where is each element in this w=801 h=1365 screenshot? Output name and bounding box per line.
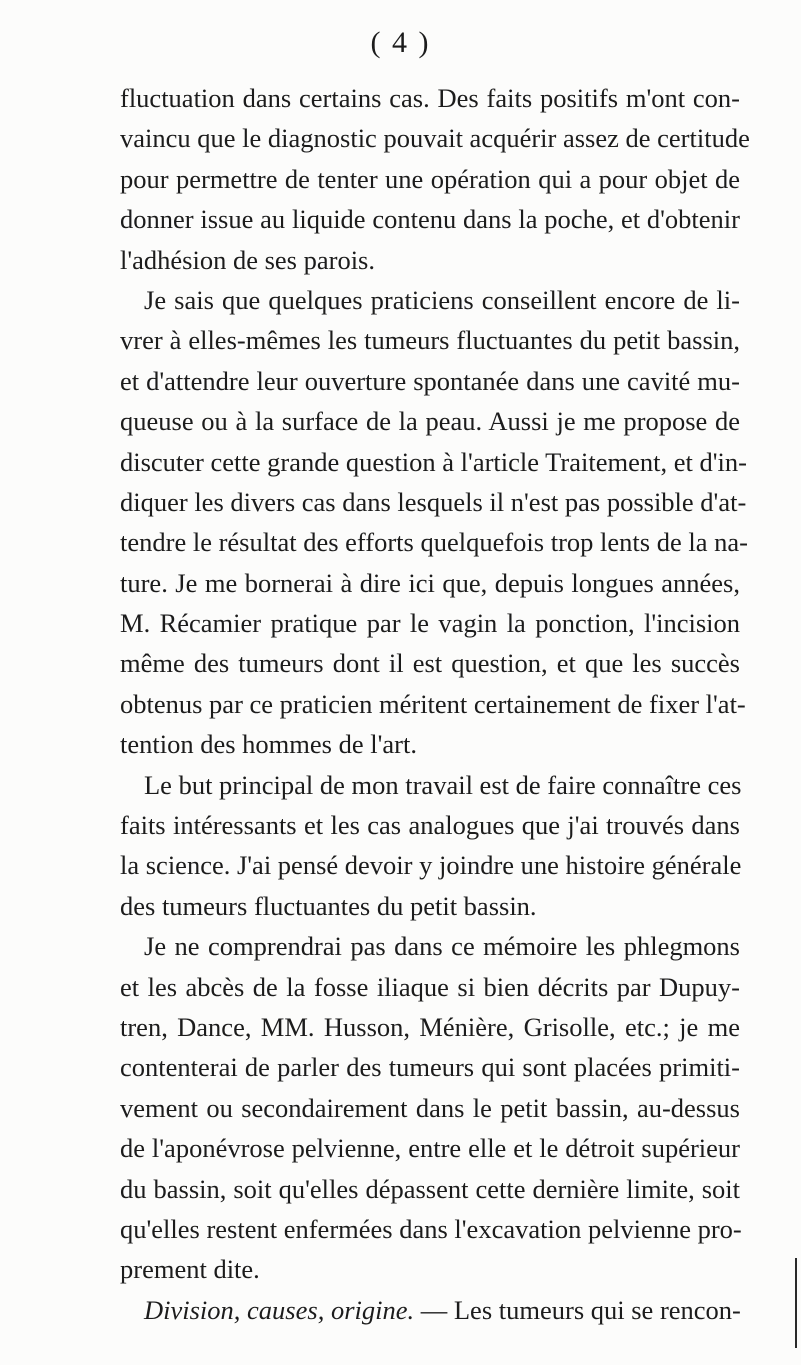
- body-text: [120, 78, 750, 1330]
- text-line: tention des hommes de l'art.: [120, 729, 417, 760]
- page-edge-mark: [795, 1258, 797, 1348]
- text-line: même des tumeurs dont il est question, et que les succès: [120, 648, 740, 679]
- text-line: des tumeurs fluctuantes du petit bassin.: [120, 890, 537, 921]
- text-line: Le but principal de mon travail est de faire connaître ces: [144, 769, 742, 800]
- text-line: qu'elles restent enfermées dans l'excavation pelvienne pro-: [120, 1213, 742, 1244]
- text-line: ture. Je me bornerai à dire ici que, depuis longues années,: [120, 567, 740, 598]
- text-line: donner issue au liquide contenu dans la poche, et d'obtenir: [120, 204, 740, 235]
- text-line: obtenus par ce praticien méritent certainement de fixer l'at-: [120, 688, 746, 719]
- section-text: — Les tumeurs qui se rencon-: [414, 1294, 741, 1325]
- text-line: et d'attendre leur ouverture spontanée dans une cavité mu-: [120, 365, 740, 396]
- text-line: tendre le résultat des efforts quelquefois trop lents de la na-: [120, 527, 748, 558]
- text-line: fluctuation dans certains cas. Des faits positifs m'ont con-: [120, 83, 740, 113]
- text-line: faits intéressants et les cas analogues que j'ai trouvés dans: [120, 810, 740, 841]
- text-line: tren, Dance, MM. Husson, Ménière, Grisolle, etc.; je me: [120, 1011, 740, 1042]
- section-heading-line: [120, 1290, 740, 1330]
- text-line: l'adhésion de ses parois.: [120, 244, 375, 275]
- page-number: ( 4 ): [370, 26, 431, 59]
- text-line: Je sais que quelques praticiens conseillent encore de li-: [144, 284, 740, 315]
- text-line: pour permettre de tenter une opération qui a pour objet de: [120, 163, 740, 194]
- text-line: M. Récamier pratique par le vagin la ponction, l'incision: [120, 608, 740, 639]
- text-line: la science. J'ai pensé devoir y joindre une histoire générale: [120, 850, 742, 881]
- text-line: de l'aponévrose pelvienne, entre elle et le détroit supérieur: [120, 1133, 740, 1164]
- text-line: vaincu que le diagnostic pouvait acquérir assez de certitude: [120, 123, 750, 154]
- text-line: contenterai de parler des tumeurs qui sont placées primiti-: [120, 1052, 740, 1083]
- text-line: vrer à elles-mêmes les tumeurs fluctuantes du petit bassin,: [120, 325, 740, 356]
- text-line: queuse ou à la surface de la peau. Aussi je me propose de: [120, 406, 740, 437]
- text-line: discuter cette grande question à l'article Traitement, et d'in-: [120, 446, 747, 477]
- text-line: prement dite.: [120, 1254, 260, 1285]
- text-line: du bassin, soit qu'elles dépassent cette dernière limite, soit: [120, 1173, 740, 1204]
- text-line: et les abcès de la fosse iliaque si bien décrits par Dupuy-: [120, 971, 740, 1002]
- section-heading: Division, causes, origine.: [144, 1294, 415, 1325]
- text-line: vement ou secondairement dans le petit bassin, au-dessus: [120, 1092, 740, 1123]
- text-line: Je ne comprendrai pas dans ce mémoire les phlegmons: [144, 931, 740, 962]
- text-line: diquer les divers cas dans lesquels il n'est pas possible d'at-: [120, 486, 747, 517]
